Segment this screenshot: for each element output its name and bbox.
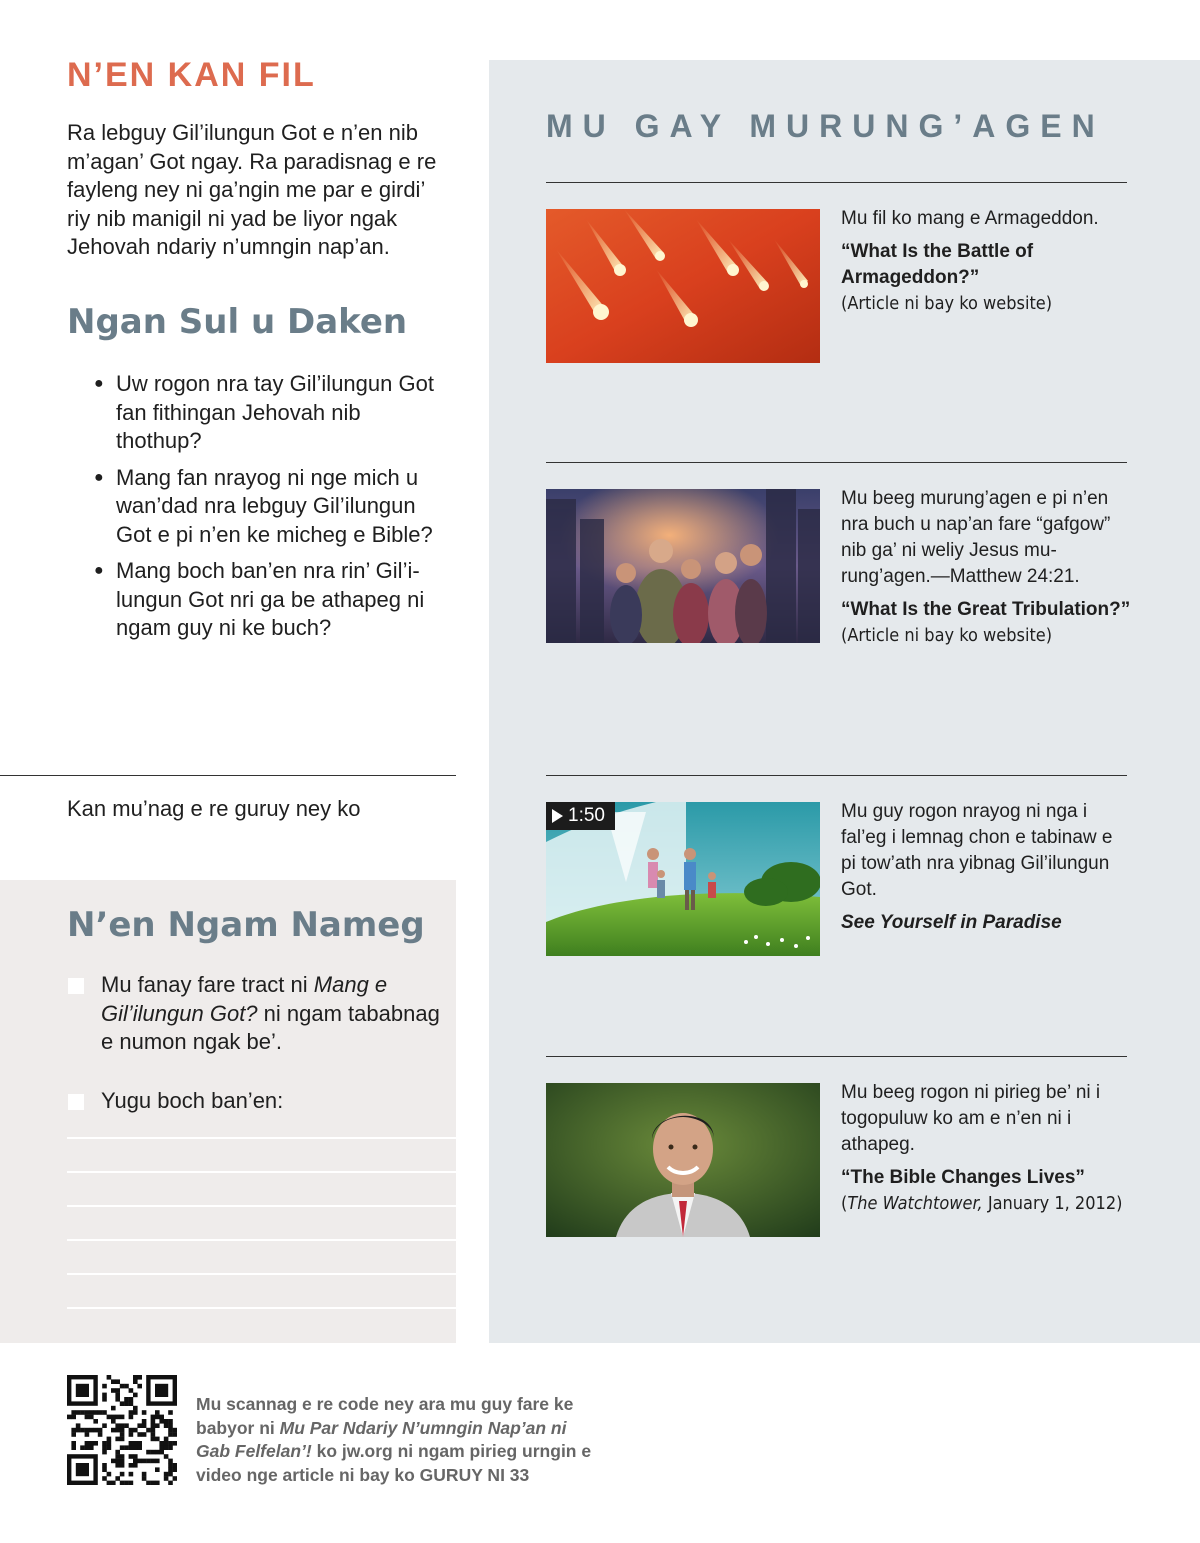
- review-question: ● Mang boch ban’en nra rin’ Gil’ilungun Got nri ga be athapeg ni ngam guy ni ke buch?: [94, 558, 425, 640]
- write-lines: [67, 1137, 456, 1341]
- write-line[interactable]: [67, 1239, 456, 1273]
- bullet-icon: ●: [94, 562, 104, 579]
- bullet-icon: ●: [94, 468, 104, 486]
- resource-source: (The Watchtower, January 1, 2012): [841, 1193, 1123, 1214]
- checkbox[interactable]: [68, 978, 84, 994]
- goal-list: [67, 971, 447, 1145]
- man-portrait-image[interactable]: [546, 1083, 820, 1237]
- explore-title: MU GAY MURUNG’AGEN: [546, 108, 1105, 144]
- divider: [546, 182, 1127, 183]
- qr-code-icon[interactable]: [67, 1375, 177, 1485]
- video-duration-badge: 1:50: [546, 802, 615, 830]
- resource-description: Mu beeg murung’agen e pi n’en nra buch u nap’an fare “gafgow” nib ga’ ni weliy Jesus murung’agen.—Matthew 24:21.: [841, 488, 1111, 587]
- goal-item: Yugu boch ban’en:: [67, 1087, 447, 1116]
- footer-text: Mu scannag e re code ney ara mu guy fare ke babyor ni Mu Par Ndariy N’umngin Nap’an ni Gab Felfelan’! ko jw.org ni ngam pirieg urngin e video nge article ni bay ko GURUY NI 33: [196, 1394, 592, 1485]
- divider: [546, 462, 1127, 463]
- resource-title[interactable]: “What Is the Battle of Armageddon?”: [841, 241, 1034, 288]
- resource-source: (Article ni bay ko website): [841, 625, 1053, 646]
- divider: [546, 1056, 1127, 1057]
- review-title: Ngan Sul u Daken: [67, 302, 408, 342]
- resource-text: [841, 1080, 1131, 1217]
- resource-description: Mu beeg rogon ni pirieg be’ ni i togopuluw ko am e n’en ni i athapeg.: [841, 1082, 1101, 1155]
- summary-title: N’EN KAN FIL: [67, 56, 316, 94]
- write-line[interactable]: [67, 1171, 456, 1205]
- review-questions: [90, 370, 450, 651]
- resource-text: [841, 206, 1131, 317]
- resource-description: Mu fil ko mang e Armageddon.: [841, 208, 1099, 229]
- write-line[interactable]: [67, 1205, 456, 1239]
- summary-text: Ra lebguy Gil’ilungun Got e n’en nib m’agan’ Got ngay. Ra paradisnag e re fayleng ney ni ga’ngin me par e girdi’ riy nib manigil ni yad be liyor ngak Jehovah ndariy n’umngin nap’an.: [67, 120, 437, 259]
- resource-title[interactable]: See Yourself in Paradise: [841, 912, 1062, 933]
- resource-title[interactable]: “What Is the Great Tribulation?”: [841, 599, 1131, 620]
- checkbox[interactable]: [68, 1094, 84, 1110]
- write-line[interactable]: [67, 1307, 456, 1341]
- write-line[interactable]: [67, 1137, 456, 1171]
- play-icon: [552, 809, 563, 823]
- meteors-image[interactable]: [546, 209, 820, 363]
- resource-source: (Article ni bay ko website): [841, 293, 1053, 314]
- paradise-video-image[interactable]: [546, 802, 820, 956]
- review-question: ● Uw rogon nra tay Gil’ilungun Got fan fithingan Jehovah nib thothup?: [94, 371, 434, 453]
- also-see-text: Kan mu’nag e re guruy ney ko: [67, 796, 361, 821]
- resource-text: [841, 486, 1131, 649]
- review-question: ● Mang fan nrayog ni nge mich u wan’dad nra lebguy Gil’ilungun Got e pi n’en ke micheg e Bible?: [94, 464, 433, 547]
- resource-text: [841, 799, 1131, 936]
- bullet-icon: ●: [94, 375, 104, 392]
- divider: [546, 775, 1127, 776]
- write-line[interactable]: [67, 1273, 456, 1307]
- resource-title[interactable]: “The Bible Changes Lives”: [841, 1167, 1085, 1188]
- goal-title: N’en Ngam Nameg: [67, 905, 425, 945]
- divider: [0, 775, 456, 776]
- goal-item: Mu fanay fare tract ni Mang e Gil’ilungun Got? ni ngam tababnag e numon ngak be’.: [67, 971, 447, 1057]
- resource-description: Mu guy rogon nrayog ni nga i fal’eg i lemnag chon e tabinaw e pi tow’ath nra yibnag Gil’ilungun Got.: [841, 801, 1113, 900]
- family-tribulation-image[interactable]: [546, 489, 820, 643]
